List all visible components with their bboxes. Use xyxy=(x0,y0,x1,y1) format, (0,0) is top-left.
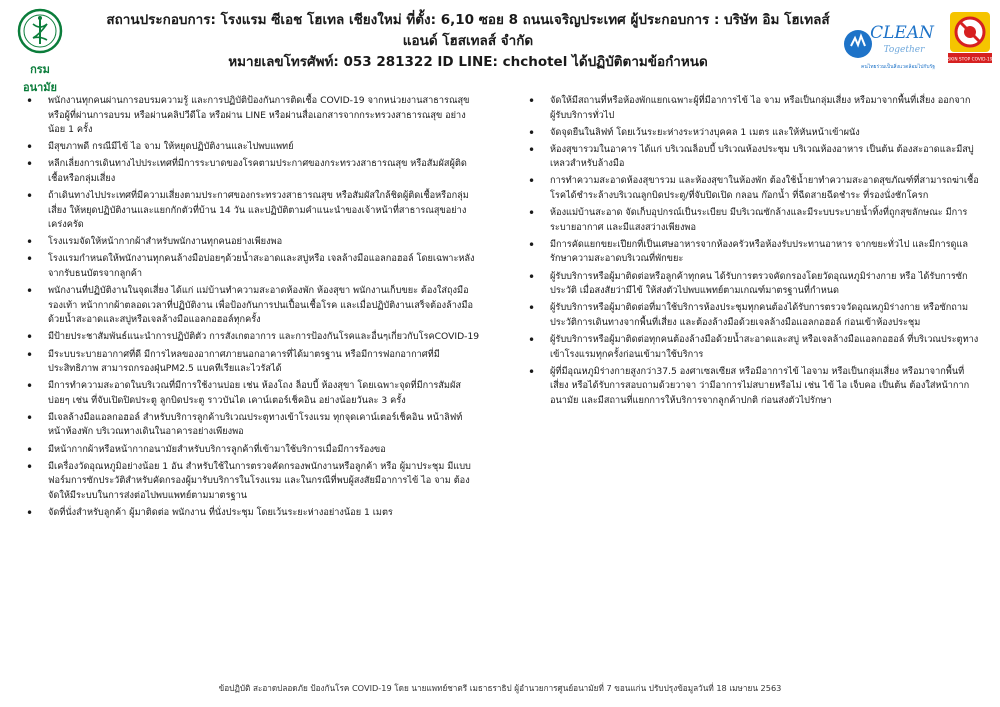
title-line-2: แอนด์ โฮสเทลส์ จำกัด xyxy=(402,33,534,49)
left-requirements-list xyxy=(22,94,480,521)
left-column xyxy=(22,94,480,523)
title-line-1: สถานประกอบการ: โรงแรม ซีเอช โฮเทล เชียงใหม่ ที่ตั้ง: 6,10 ซอย 8 ถนนเจริญประเทศ ผู้ประกอบการ : บริษัท อิม โฮเทลส์ xyxy=(106,12,830,28)
list-item: • ผู้ที่มีอุณหภูมิร่างกายสูงกว่า37.5 องศาเซลเซียส หรือมีอาการไข้ ไอจาม หรือเป็นกลุ่มเสี่ยง หรือมาจากพื้นที่เสี่ยง หรือได้รับการสอบถามด้วยวาจา ว่ามีอาการไม่สบายหรือไม่ เช่น ไข้ ไอ เจ็บคอ เป็นต้น ต้องใส่หน้ากากอนามัย และมีสถานที่แยกการให้บริการจากลูกค้าปกติ ก่อนส่งตัวไปรักษา xyxy=(524,365,980,409)
health-emblem-icon xyxy=(17,8,63,54)
list-item: • ห้องแม่บ้านสะอาด จัดเก็บอุปกรณ์เป็นระเบียบ มีบริเวณซักล้างและมีระบบระบายน้ำทิ้งที่ถูกสุขลักษณะ มีการระบายอากาศ และมีแสงสว่างเพียงพอ xyxy=(524,206,980,235)
right-column xyxy=(524,94,980,411)
list-item: • พนักงานทุกคนผ่านการอบรมความรู้ และการปฏิบัติป้องกันการติดเชื้อ COVID-19 จากหน่วยงานสาธารณสุขหรือผู้ที่ผ่านการอบรม หรือผ่านคลิปวีดีโอ หรือผ่าน LINE หรือผ่านสื่อเอกสารจากกระทรวงสาธารณสุข อย่างน้อย 1 ครั้ง xyxy=(22,94,480,138)
list-item: • มีการทำความสะอาดในบริเวณที่มีการใช้งานบ่อย เช่น ห้องโถง ล็อบบี้ ห้องสุขา โดยเฉพาะจุดที่มีการสัมผัสบ่อยๆ เช่น ที่จับเปิดปิดประตู ลูกบิดประตู ราวบันได เคาน์เตอร์เช็คอิน อย่างน้อยวันละ 3 ครั้ง xyxy=(22,379,480,408)
clean-logo-text: CLEAN xyxy=(870,23,934,43)
list-item: • จัดให้มีสถานที่หรือห้องพักแยกเฉพาะผู้ที่มีอาการไข้ ไอ จาม หรือเป็นกลุ่มเสี่ยง หรือมาจากพื้นที่เสี่ยง ออกจากผู้รับบริการทั่วไป xyxy=(524,94,980,123)
stop-logo-text: SKIN STOP COVID-19 xyxy=(948,57,992,63)
list-item: • มีเครื่องวัดอุณหภูมิอย่างน้อย 1 อัน สำหรับใช้ในการตรวจคัดกรองพนักงานหรือลูกค้า หรือ ผู้มาประชุม มีแบบฟอร์มการซักประวัติสำหรับคัดกรองผู้มารับบริการในโรงแรม และในกรณีที่พบผู้สงสัยมีอาการไข้ ไอ จาม ต้องจัดให้มีระบบในการส่งต่อไปพบแพทย์ตามมาตรฐาน xyxy=(22,460,480,504)
clean-logo-subtext: Together xyxy=(883,45,925,55)
list-item: • มีหน้ากากผ้าหรือหน้ากากอนามัยสำหรับบริการลูกค้าที่เข้ามาใช้บริการเมื่อมีการร้องขอ xyxy=(22,443,480,458)
campaign-logos xyxy=(842,8,992,78)
list-item: • การทำความสะอาดห้องสุขารวม และห้องสุขาในห้องพัก ต้องใช้น้ำยาทำความสะอาดสุขภัณฑ์ที่สามารถฆ่าเชื้อโรคได้ชำระล้างบริเวณลูกบิดประตู/ที่จับปิดเปิด กลอน ก๊อกน้ำ ที่ฉีดสายฉีดชำระ ที่รองนั่งชักโครก xyxy=(524,174,980,203)
department-of-health-logo xyxy=(14,8,66,96)
header xyxy=(0,0,1000,92)
list-item: • มีการคัดแยกขยะเปียกที่เป็นเศษอาหารจากห้องครัวหรือห้องรับประทานอาหาร จากขยะทั่วไป และมีการดูแลรักษาความสะอาดบริเวณที่พักขยะ xyxy=(524,238,980,267)
list-item: • โรงแรมกำหนดให้พนักงานทุกคนล้างมือบ่อยๆด้วยน้ำสะอาดและสบู่หรือ เจลล้างมือแอลกอฮอล์ โดยเฉพาะหลังจากรับธนบัตรจากลูกค้า xyxy=(22,252,480,281)
list-item: • พนักงานที่ปฏิบัติงานในจุดเสี่ยง ได้แก่ แม่บ้านทำความสะอาดห้องพัก ห้องสุขา พนักงานเก็บขยะ ต้องใส่ถุงมือ รองเท้า หน้ากากผ้าตลอดเวลาที่ปฏิบัติงาน เพื่อป้องกันการปนเปื้อนเชื้อโรค และเมื่อปฏิบัติงานเสร็จต้องล้างมือด้วยน้ำสะอาดและสบู่หรือเจลล้างมือแอลกอฮอล์ทุกครั้ง xyxy=(22,284,480,328)
list-item: • มีเจลล้างมือแอลกอฮอล์ สำหรับบริการลูกค้าบริเวณประตูทางเข้าโรงแรม ทุกจุดเคาน์เตอร์เช็คอิน หน้าลิฟท์ หน้าห้องพัก บริเวณทางเดินในอาคารอย่างเพียงพอ xyxy=(22,411,480,440)
right-requirements-list xyxy=(524,94,980,408)
list-item: • ผู้รับบริการหรือผู้มาติดต่อหรือลูกค้าทุกคน ได้รับการตรวจคัดกรองโดยวัดอุณหภูมิร่างกาย หรือ ได้รับการซักประวัติ เมื่อสงสัยว่ามีไข้ ให้ส่งตัวไปพบแพทย์ตามเกณฑ์มาตรฐานที่กำหนด xyxy=(524,270,980,299)
stop-covid-logo xyxy=(948,10,992,64)
clean-together-logo xyxy=(842,8,942,74)
document-title xyxy=(88,10,848,73)
list-item: • จัดที่นั่งสำหรับลูกค้า ผู้มาติดต่อ พนักงาน ที่นั่งประชุม โดยเว้นระยะห่างอย่างน้อย 1 เมตร xyxy=(22,506,480,521)
list-item: • โรงแรมจัดให้หน้ากากผ้าสำหรับพนักงานทุกคนอย่างเพียงพอ xyxy=(22,235,480,250)
org-name: กรมอนามัย xyxy=(23,63,57,94)
list-item: • ผู้รับบริการหรือผู้มาติดต่อทุกคนต้องล้างมือด้วยน้ำสะอาดและสบู่ หรือเจลล้างมือแอลกอฮอล์ ที่บริเวณประตูทางเข้าโรงแรมทุกครั้งก่อนเข้ามาใช้บริการ xyxy=(524,333,980,362)
list-item: • ห้องสุขารวมในอาคาร ได้แก่ บริเวณล็อบบี้ บริเวณห้องประชุม บริเวณห้องอาหาร เป็นต้น ต้องสะอาดและมีสบู่เหลวสำหรับล้างมือ xyxy=(524,143,980,172)
list-item: • มีป้ายประชาสัมพันธ์แนะนำการปฏิบัติตัว การสังเกตอาการ และการป้องกันโรคและอื่นๆเกี่ยวกับโรคCOVID-19 xyxy=(22,330,480,345)
footer-credit: ข้อปฏิบัติ สะอาดปลอดภัย ป้องกันโรค COVID-19 โดย นายแพทย์ชาตรี เมธาธราธิป ผู้อำนวยการศูนย์อนามัยที่ 7 ขอนแก่น ปรับปรุงข้อมูลวันที่ 18 เมษายน 2563 xyxy=(218,683,782,693)
list-item: • ผู้รับบริการหรือผู้มาติดต่อที่มาใช้บริการห้องประชุมทุกคนต้องได้รับการตรวจวัดอุณหภูมิร่างกาย หรือซักถามประวัติการเดินทางจากพื้นที่เสี่ยง และต้องล้างมือด้วยเจลล้างมือแอลกอฮอล์ ก่อนเข้าห้องประชุม xyxy=(524,301,980,330)
list-item: • หลีกเลี่ยงการเดินทางไปประเทศที่มีการระบาดของโรคตามประกาศของกระทรวงสาธารณสุข หรือสัมผัสผู้ติดเชื้อหรือกลุ่มเสี่ยง xyxy=(22,157,480,186)
list-item: • มีระบบระบายอากาศที่ดี มีการไหลของอากาศภายนอกอาคารที่ได้มาตรฐาน หรือมีการฟอกอากาศที่มีประสิทธิภาพ สามารถกรองฝุ่นPM2.5 แบคทีเรียและไวรัสได้ xyxy=(22,348,480,377)
list-item: • ถ้าเดินทางไปประเทศที่มีความเสี่ยงตามประกาศของกระทรวงสาธารณสุข หรือสัมผัสใกล้ชิดผู้ติดเชื้อหรือกลุ่มเสี่ยง ให้หยุดปฏิบัติงานและแยกกักตัวที่บ้าน 14 วัน และปฏิบัติตามคำแนะนำของเจ้าหน้าที่สาธารณสุขอย่างเคร่งครัด xyxy=(22,189,480,233)
list-item: • จัดจุดยืนในลิฟท์ โดยเว้นระยะห่างระหว่างบุคคล 1 เมตร และให้หันหน้าเข้าผนัง xyxy=(524,126,980,141)
list-item: • มีสุขภาพดี กรณีมีไข้ ไอ จาม ให้หยุดปฏิบัติงานและไปพบแพทย์ xyxy=(22,140,480,155)
clean-logo-caption: คนไทยร่วมเป็นสิ่งแวดล้อมไปกับรัฐ xyxy=(860,64,936,70)
title-line-3: หมายเลขโทรศัพท์: 053 281322 ID LINE: chchotel ได้ปฏิบัติตามข้อกำหนด xyxy=(228,54,708,70)
